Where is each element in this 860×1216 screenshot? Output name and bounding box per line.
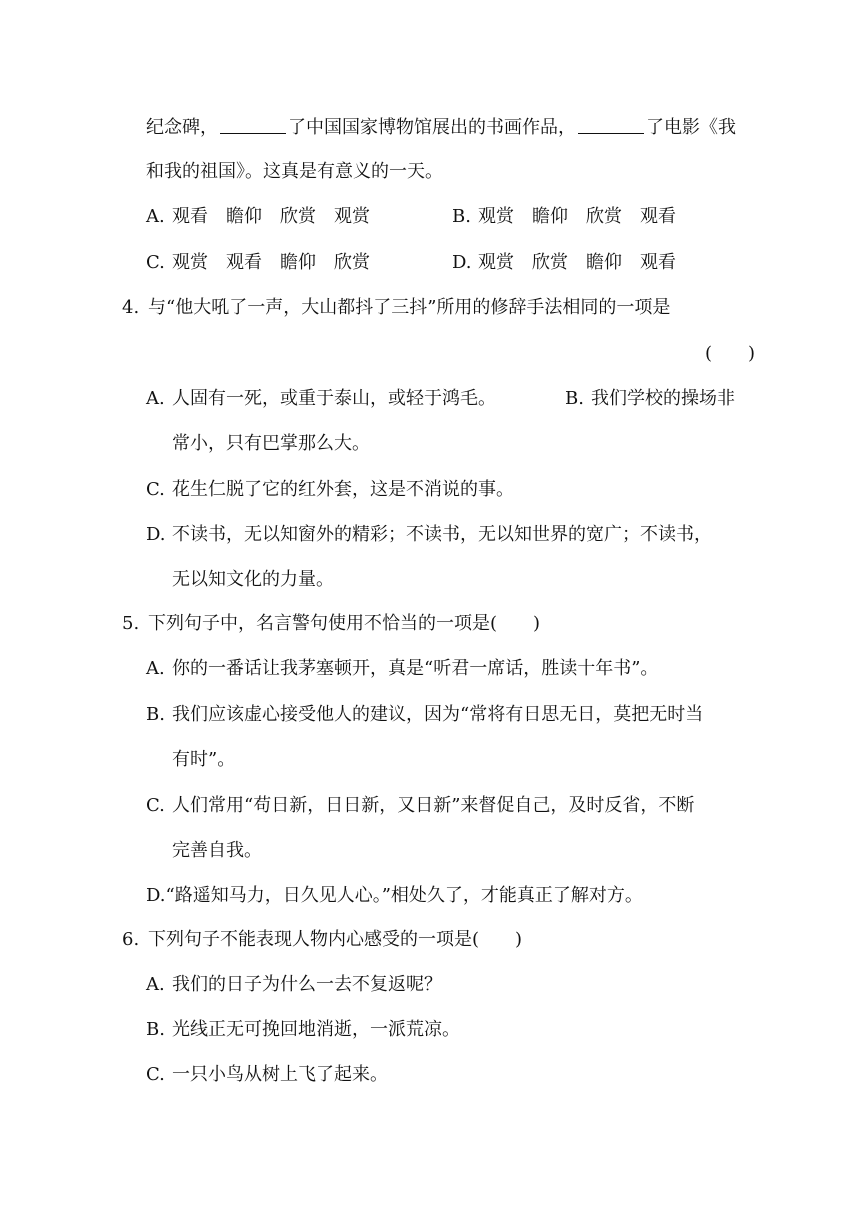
q3-option-b: B. 观赏 瞻仰 欣赏 观看 bbox=[452, 206, 676, 227]
q5-option-b: B. 我们应该虚心接受他人的建议，因为“常将有日思无日，莫把无时当 bbox=[146, 704, 704, 725]
q3-option-a: A. 观看 瞻仰 欣赏 观赏 bbox=[146, 206, 370, 227]
q6-option-b: B. 光线正无可挽回地消逝，一派荒凉。 bbox=[146, 1019, 460, 1040]
q4-option-b: B. 我们学校的操场非 bbox=[565, 388, 735, 409]
q4-option-a: A. 人固有一死，或重于泰山，或轻于鸿毛。 bbox=[146, 388, 496, 409]
q5-option-d: D.“路遥知马力，日久见人心。”相处久了，才能真正了解对方。 bbox=[146, 885, 643, 906]
q3-stem-part-c: 了电影《我 bbox=[646, 117, 736, 138]
q4-answer-paren: ( ) bbox=[705, 343, 756, 364]
q5-option-b-cont: 有时”。 bbox=[172, 749, 236, 770]
q4-option-d: D. 不读书，无以知窗外的精彩；不读书，无以知世界的宽广；不读书， bbox=[146, 524, 712, 545]
q4-option-d-cont: 无以知文化的力量。 bbox=[172, 569, 334, 590]
q3-option-d: D. 观赏 欣赏 瞻仰 观看 bbox=[452, 252, 676, 273]
q4-option-c: C. 花生仁脱了它的红外套，这是不消说的事。 bbox=[146, 479, 514, 500]
q3-blank-1 bbox=[220, 117, 286, 134]
q3-stem-part-b: 了中国国家博物馆展出的书画作品， bbox=[288, 117, 576, 138]
q6-option-c: C. 一只小鸟从树上飞了起来。 bbox=[146, 1064, 388, 1085]
q6-stem: 6. 下列句子不能表现人物内心感受的一项是( ) bbox=[122, 929, 523, 950]
q3-option-c: C. 观赏 观看 瞻仰 欣赏 bbox=[146, 252, 370, 273]
q6-option-a: A. 我们的日子为什么一去不复返呢？ bbox=[146, 974, 442, 995]
q5-stem: 5. 下列句子中，名言警句使用不恰当的一项是( ) bbox=[122, 613, 541, 634]
q5-option-c-cont: 完善自我。 bbox=[172, 840, 262, 861]
q4-stem: 4. 与“他大吼了一声，大山都抖了三抖”所用的修辞手法相同的一项是 bbox=[122, 297, 671, 318]
q4-option-b-cont: 常小，只有巴掌那么大。 bbox=[172, 433, 370, 454]
q5-option-c: C. 人们常用“苟日新，日日新，又日新”来督促自己，及时反省，不断 bbox=[146, 795, 695, 816]
q3-stem-line2: 和我的祖国》。这真是有意义的一天。 bbox=[146, 161, 443, 182]
q3-blank-2 bbox=[578, 117, 644, 134]
q5-option-a: A. 你的一番话让我茅塞顿开，真是“听君一席话，胜读十年书”。 bbox=[146, 658, 659, 679]
q3-stem-line1 bbox=[146, 116, 736, 140]
q3-stem-part-a: 纪念碑， bbox=[146, 117, 218, 138]
